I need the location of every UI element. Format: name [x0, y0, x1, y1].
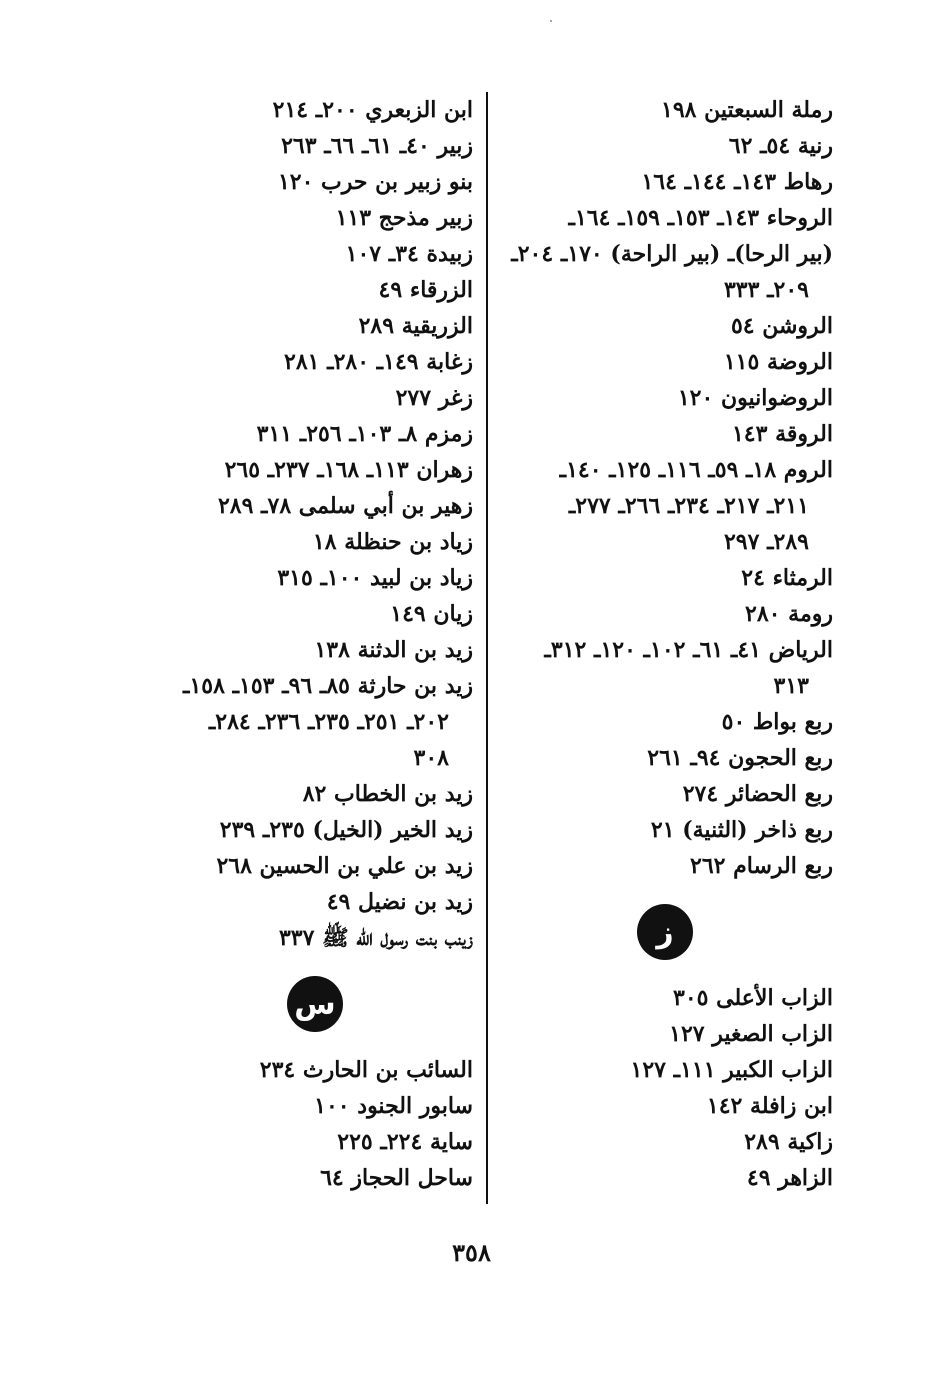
index-entry: زيد بن علي بن الحسين ٢٦٨ — [216, 853, 473, 879]
index-entry-continuation: ٢٠٩ـ ٣٣٣ — [723, 277, 809, 303]
index-entry: ربع الحضائر ٢٧٤ — [682, 781, 833, 807]
index-entry-continuation: ٣١٣ — [773, 673, 809, 699]
index-entry: الزاب الأعلى ٣٠٥ — [673, 985, 833, 1011]
index-entry: رهاط ١٤٣ـ ١٤٤ـ ١٦٤ — [641, 169, 833, 195]
index-entry: الروضة ١١٥ — [723, 349, 833, 375]
index-entry: زيد بن حارثة ٨٥ـ ٩٦ـ ١٥٣ـ ١٥٨ـ — [183, 673, 473, 699]
index-entry: (بير الرحا)ـ (بير الراحة) ١٧٠ـ ٢٠٤ـ — [511, 241, 833, 267]
index-entry: زهير بن أبي سلمى ٧٨ـ ٢٨٩ — [217, 493, 473, 519]
index-entry: الزريقية ٢٨٩ — [358, 313, 473, 339]
index-entry: زيد الخير (الخيل) ٢٣٥ـ ٢٣٩ — [219, 817, 473, 843]
index-entry: رومة ٢٨٠ — [745, 601, 833, 627]
index-entry: ابن الزبعري ٢٠٠ـ ٢١٤ — [272, 97, 473, 123]
index-entry: ربع الرسام ٢٦٢ — [690, 853, 833, 879]
index-entry: الروم ١٨ـ ٥٩ـ ١١٦ـ ١٢٥ـ ١٤٠ـ — [559, 457, 833, 483]
section-z-list — [503, 980, 833, 1196]
letter-badge-z: ز — [637, 904, 693, 960]
index-entry: زهران ١١٣ـ ١٦٨ـ ٢٣٧ـ ٢٦٥ — [224, 457, 473, 483]
right-column — [503, 92, 833, 1196]
left-column — [128, 92, 473, 1196]
index-entry-continuation: ٣٠٨ — [413, 745, 449, 771]
letter-badge-s: س — [287, 976, 343, 1032]
index-entry: رنية ٥٤ـ ٦٢ — [728, 133, 833, 159]
index-entry: زيان ١٤٩ — [390, 601, 473, 627]
section-z-header — [503, 884, 833, 980]
index-entry: زبير ٤٠ـ ٦١ـ ٦٦ـ ٢٦٣ — [281, 133, 473, 159]
index-entry: زبيدة ٣٤ـ ١٠٧ — [345, 241, 473, 267]
index-entry-continuation: ٢١١ـ ٢١٧ـ ٢٣٤ـ ٢٦٦ـ ٢٧٧ـ — [568, 493, 809, 519]
section-s-header — [128, 956, 473, 1052]
index-entry: رملة السبعتين ١٩٨ — [661, 97, 833, 123]
scan-speck — [550, 20, 552, 22]
index-entry: ربع ذاخر (الثنية) ٢١ — [650, 817, 833, 843]
index-entry: زغر ٢٧٧ — [395, 385, 473, 411]
index-entry: الروشن ٥٤ — [730, 313, 833, 339]
index-entry: ساية ٢٢٤ـ ٢٢٥ — [337, 1129, 473, 1155]
index-entry: سابور الجنود ١٠٠ — [314, 1093, 473, 1119]
index-entry-continuation: ٢٨٩ـ ٢٩٧ — [723, 529, 809, 555]
index-entry-continuation: ٢٠٢ـ ٢٥١ـ ٢٣٥ـ ٢٣٦ـ ٢٨٤ـ — [208, 709, 449, 735]
index-entry: الرمثاء ٢٤ — [741, 565, 833, 591]
index-entry: زينب بنت رسول الله ﷺ ٣٣٧ — [278, 925, 473, 951]
index-entry: زغابة ١٤٩ـ ٢٨٠ـ ٢٨١ — [284, 349, 473, 375]
index-entry: الزاب الكبير ١١١ـ ١٢٧ — [630, 1057, 833, 1083]
index-entry: بنو زبير بن حرب ١٢٠ — [277, 169, 473, 195]
index-entry: ساحل الحجاز ٦٤ — [320, 1165, 473, 1191]
column-divider — [486, 92, 488, 1204]
index-entry: الروقة ١٤٣ — [731, 421, 833, 447]
index-entry: الزرقاء ٤٩ — [378, 277, 473, 303]
index-entry: الزاهر ٤٩ — [746, 1165, 833, 1191]
section-r-list — [503, 92, 833, 884]
index-entry: الرياض ٤١ـ ٦١ـ ١٠٢ـ ١٢٠ـ ٣١٢ـ — [544, 637, 833, 663]
index-entry: زياد بن لبيد ١٠٠ـ ٣١٥ — [277, 565, 473, 591]
index-entry: زياد بن حنظلة ١٨ — [312, 529, 473, 555]
index-entry: زيد بن الدثنة ١٣٨ — [314, 637, 473, 663]
index-entry: الروضوانيون ١٢٠ — [677, 385, 833, 411]
page-number: ٣٥٨ — [452, 1238, 491, 1267]
index-entry: زمزم ٨ـ ١٠٣ـ ٢٥٦ـ ٣١١ — [256, 421, 473, 447]
index-entry: زيد بن الخطاب ٨٢ — [302, 781, 473, 807]
section-s-list — [128, 1052, 473, 1196]
index-entry: السائب بن الحارث ٢٣٤ — [259, 1057, 473, 1083]
index-entry: ربع الحجون ٩٤ـ ٢٦١ — [647, 745, 833, 771]
index-entry: ابن زافلة ١٤٢ — [706, 1093, 833, 1119]
section-z-continued-list — [128, 92, 473, 956]
index-entry: الروحاء ١٤٣ـ ١٥٣ـ ١٥٩ـ ١٦٤ـ — [568, 205, 833, 231]
index-entry: زبير مذحج ١١٣ — [335, 205, 473, 231]
index-entry: ربع بواط ٥٠ — [721, 709, 833, 735]
index-entry: زاكية ٢٨٩ — [744, 1129, 833, 1155]
index-entry: زيد بن نضيل ٤٩ — [326, 889, 473, 915]
index-entry: الزاب الصغير ١٢٧ — [669, 1021, 833, 1047]
